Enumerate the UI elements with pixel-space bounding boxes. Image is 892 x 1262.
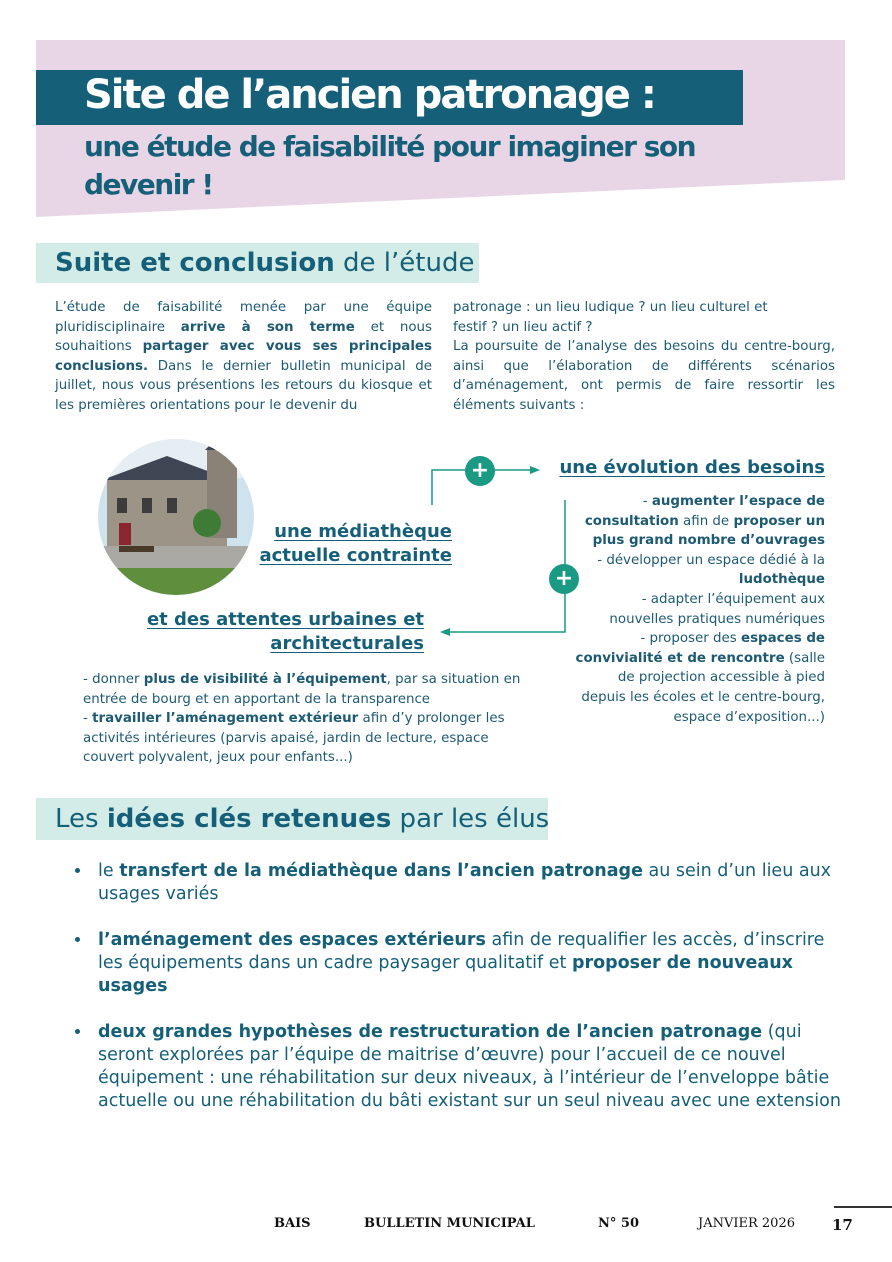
text: - proposer des	[640, 631, 741, 647]
text: L’étude de faisabilité menée par une équipe pluridisciplinaire	[55, 300, 432, 335]
list-item	[92, 1021, 852, 1113]
building-photo	[97, 438, 255, 596]
section-heading-key-ideas	[36, 798, 548, 840]
left-title-line: et des attentes urbaines et	[146, 609, 424, 630]
section-heading-conclusion	[36, 243, 479, 283]
left-title-line: architecturales	[270, 633, 424, 654]
text: - adapter l’équipement aux nouvelles pratiques numériques	[609, 591, 825, 627]
text-bold: plus de visibilité à l’équipement	[143, 672, 387, 687]
right-title: une évolution des besoins	[559, 457, 825, 478]
text: afin de	[678, 513, 734, 529]
expectations-list	[83, 670, 533, 768]
footer-issue: N° 50	[598, 1216, 639, 1231]
text-bold: transfert de la médiathèque dans l’ancien patronage	[119, 861, 643, 881]
center-title-line: une médiathèque	[274, 521, 452, 542]
text: - développer un espace dédié à la	[597, 552, 825, 568]
list-item	[92, 929, 852, 998]
page-title: Site de l’ancien patronage :	[84, 72, 655, 118]
text-bold: espaces de convivialité et de rencontre	[575, 631, 825, 666]
text-bold: l’aménagement des espaces extérieurs	[98, 930, 486, 950]
text-bold: proposer de nouveaux usages	[98, 953, 793, 996]
page-number: 17	[832, 1216, 853, 1234]
plus-icon: +	[465, 456, 495, 486]
text: patronage : un lieu ludique ? un lieu culturel et festif ? un lieu actif ?	[453, 300, 768, 335]
center-title-line: actuelle contrainte	[259, 545, 452, 566]
text-bold: ludothèque	[738, 572, 825, 588]
list-item	[92, 860, 852, 906]
intro-right-column	[453, 298, 835, 416]
text: -	[83, 711, 93, 727]
text-bold: augmenter l’espace de consultation	[584, 494, 825, 529]
text: au sein d’un lieu aux usages variés	[98, 861, 832, 904]
text-bold: arrive à son terme	[180, 319, 355, 335]
footer-date: JANVIER 2026	[698, 1216, 795, 1231]
footer-rule	[834, 1206, 892, 1208]
heading-bold: Suite et conclusion	[55, 248, 335, 278]
text-bold: proposer un plus grand nombre d’ouvrages	[592, 513, 825, 549]
text-bold: deux grandes hypothèses de restructuration de l’ancien patronage	[98, 1022, 763, 1042]
heading-rest: de l’étude	[334, 248, 475, 278]
text: - donner	[83, 672, 144, 687]
heading-rest: Les	[55, 804, 107, 834]
page-subtitle: une étude de faisabilité pour imaginer son devenir !	[84, 130, 696, 201]
text-bold: partager avec vous ses principales conclusions.	[55, 339, 432, 374]
key-ideas-list	[50, 860, 852, 1136]
heading-bold: idées clés retenues	[106, 804, 392, 834]
text: afin de requalifier les accès, d’inscrire les équipements dans un cadre paysager qualitatif et	[98, 930, 825, 973]
text: , par sa situation en entrée de bourg et en apportant de la transparence	[83, 672, 521, 707]
center-title	[240, 520, 452, 568]
intro-left-column	[55, 298, 432, 416]
text-bold: travailler l’aménagement extérieur	[92, 711, 359, 727]
text: afin d’y prolonger les activités intérieures (parvis apaisé, jardin de lecture, espace couvert polyvalent, jeux pour enfants...)	[83, 711, 505, 766]
text: (salle de projection accessible à pied depuis les écoles et le centre-bourg, espace d’exposition...)	[581, 650, 825, 725]
heading-rest: par les élus	[391, 804, 550, 834]
plus-icon: +	[549, 564, 579, 594]
text: (qui seront explorées par l’équipe de maitrise d’œuvre) pour l’accueil de ce nouvel équipement : une réhabilitation sur deux niveaux, à l’intérieur de l’enveloppe bâtie actuelle ou une réhabilitation du bâti existant sur un seul niveau avec une extension	[98, 1022, 841, 1111]
text: et nous souhaitions	[55, 319, 432, 355]
text: Dans le dernier bulletin municipal de juillet, nous vous présentions les retours du kiosque et les premières orientations pour le devenir du	[55, 358, 432, 413]
footer-bulletin: BULLETIN MUNICIPAL	[364, 1216, 535, 1231]
needs-list	[575, 492, 825, 727]
text: -	[642, 494, 652, 509]
text: La poursuite de l’analyse des besoins du centre-bourg, ainsi que l’élaboration de différents scénarios d’aménagement, ont permis de faire ressortir les éléments suivants :	[453, 339, 835, 413]
text: le	[98, 861, 120, 881]
left-title	[120, 608, 424, 656]
footer-town: BAIS	[274, 1216, 311, 1231]
